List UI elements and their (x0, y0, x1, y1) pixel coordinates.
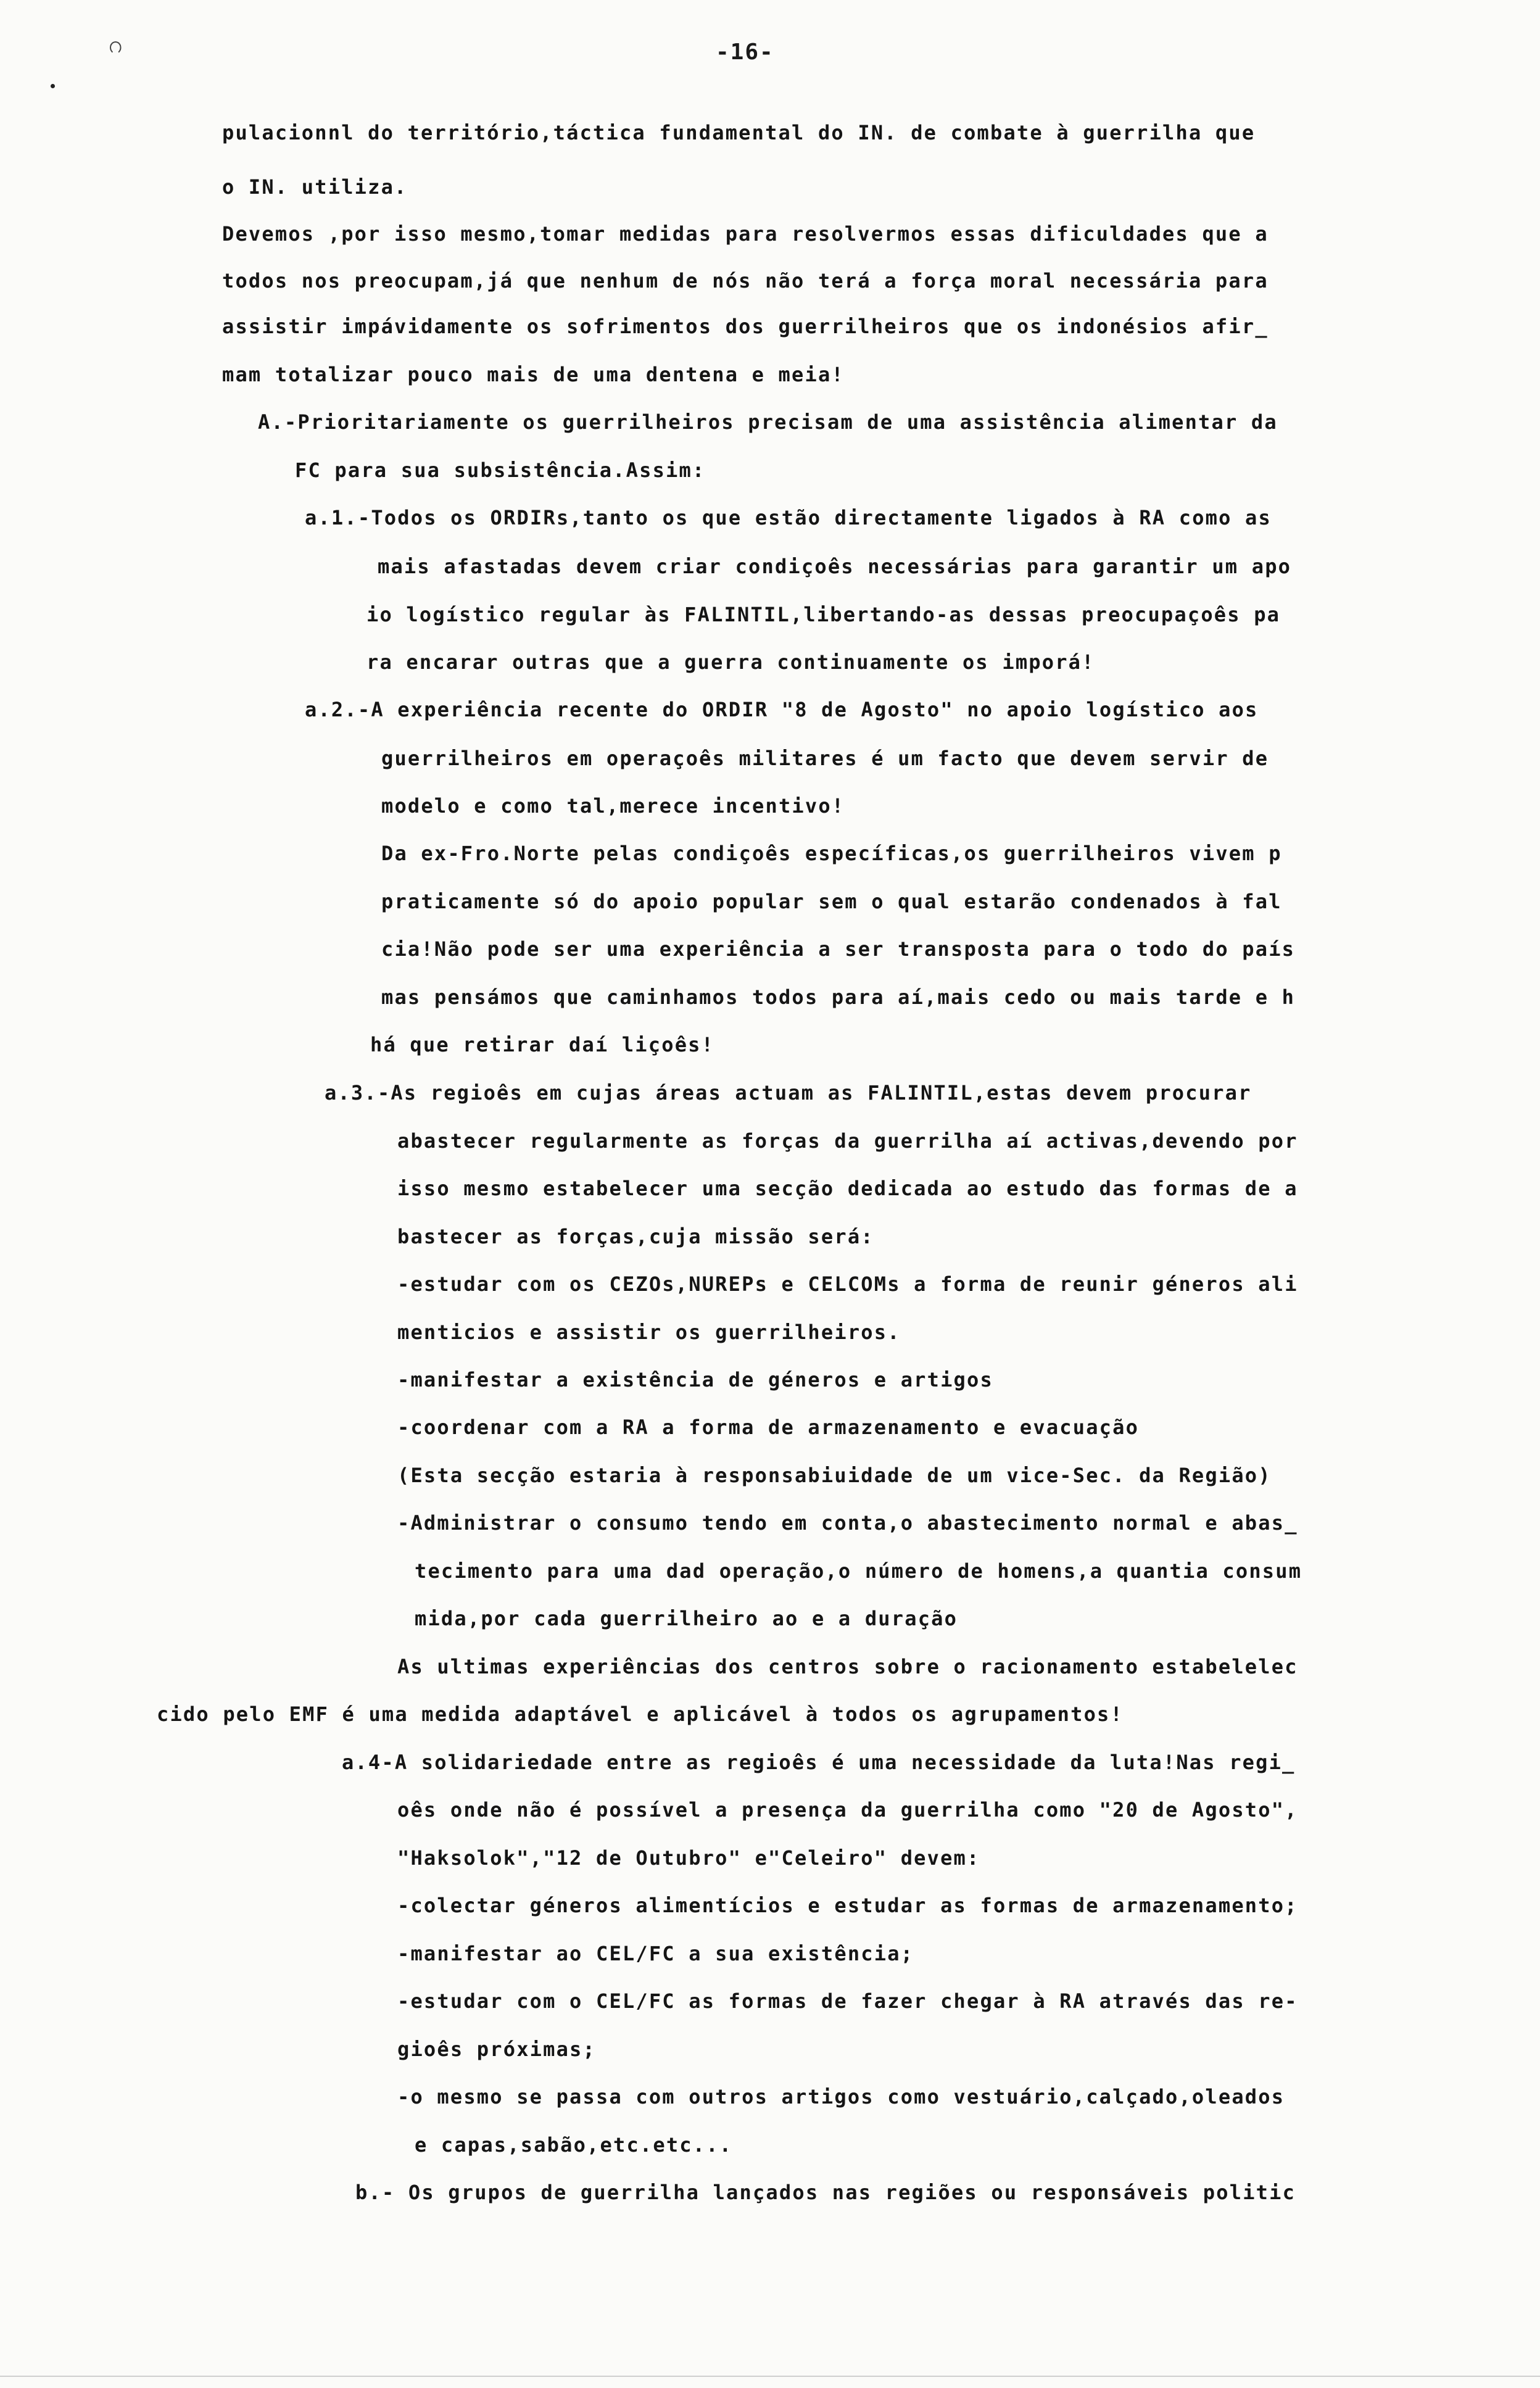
text-line: todos nos preocupam,já que nenhum de nós não terá a força moral necessária para (222, 269, 1269, 292)
text-line: (Esta secção estaria à responsabiuidade de um vice-Sec. da Região) (397, 1464, 1272, 1487)
text-line: abastecer regularmente as forças da guerrilha aí activas,devendo por (397, 1129, 1298, 1153)
text-line: mida,por cada guerrilheiro ao e a duração (415, 1607, 958, 1630)
text-line: -colectar géneros alimentícios e estudar as formas de armazenamento; (397, 1894, 1298, 1917)
text-line: mas pensámos que caminhamos todos para aí,mais cedo ou mais tarde e h (381, 985, 1296, 1009)
text-line: guerrilheiros em operaçoês militares é um facto que devem servir de (381, 747, 1269, 770)
text-line: io logístico regular às FALINTIL,libertando-as dessas preocupaçoês pa (366, 603, 1281, 626)
text-line: FC para sua subsistência.Assim: (295, 458, 706, 482)
text-line: -Administrar o consumo tendo em conta,o abastecimento normal e abas_ (397, 1511, 1298, 1535)
text-line: -estudar com o CEL/FC as formas de fazer chegar à RA através das re- (397, 1989, 1298, 2013)
text-line: ra encarar outras que a guerra continuamente os imporá! (366, 650, 1095, 674)
text-line: bastecer as forças,cuja missão será: (397, 1225, 874, 1248)
scan-bottom-edge (0, 2376, 1540, 2377)
text-line: gioês próximas; (397, 2038, 596, 2061)
text-line: cido pelo EMF é uma medida adaptável e aplicável à todos os agrupamentos! (157, 1702, 1124, 1726)
page-number: -16- (716, 39, 774, 65)
handwritten-mark: ဂ (109, 30, 123, 59)
text-line: a.4-A solidariedade entre as regioês é uma necessidade da luta!Nas regi_ (342, 1751, 1296, 1774)
text-line: oês onde não é possível a presença da guerrilha como "20 de Agosto", (397, 1798, 1298, 1822)
text-line: A.-Prioritariamente os guerrilheiros precisam de uma assistência alimentar da (258, 410, 1278, 434)
text-line: -o mesmo se passa com outros artigos como vestuário,calçado,oleados (397, 2085, 1285, 2108)
text-line: tecimento para uma dad operação,o número de homens,a quantia consum (415, 1559, 1302, 1583)
text-line: cia!Não pode ser uma experiência a ser transposta para o todo do país (381, 937, 1296, 961)
text-line: a.2.-A experiência recente do ORDIR "8 de Agosto" no apoio logístico aos (305, 698, 1259, 721)
text-line: Devemos ,por isso mesmo,tomar medidas para resolvermos essas dificuldades que a (222, 222, 1269, 246)
text-line: As ultimas experiências dos centros sobre o racionamento estabelelec (397, 1655, 1298, 1678)
text-line: a.1.-Todos os ORDIRs,tanto os que estão directamente ligados à RA como as (305, 506, 1272, 529)
text-line: pulacionnl do território,táctica fundamental do IN. de combate à guerrilha que (222, 121, 1256, 144)
text-line: e capas,sabão,etc.etc... (415, 2133, 733, 2157)
ink-speck (51, 84, 55, 88)
text-line: modelo e como tal,merece incentivo! (381, 794, 845, 818)
text-line: menticios e assistir os guerrilheiros. (397, 1320, 901, 1344)
text-line: b.- Os grupos de guerrilha lançados nas regiões ou responsáveis politic (355, 2181, 1296, 2204)
text-line: isso mesmo estabelecer uma secção dedicada ao estudo das formas de a (397, 1177, 1298, 1200)
text-line: -coordenar com a RA a forma de armazenamento e evacuação (397, 1416, 1140, 1439)
text-line: mam totalizar pouco mais de uma dentena e meia! (222, 363, 845, 386)
text-line: há que retirar daí liçoês! (370, 1033, 715, 1056)
text-line: a.3.-As regioês em cujas áreas actuam as FALINTIL,estas devem procurar (325, 1081, 1252, 1105)
text-line: assistir impávidamente os sofrimentos dos guerrilheiros que os indonésios afir_ (222, 315, 1269, 338)
text-line: -manifestar a existência de géneros e artigos (397, 1368, 993, 1391)
text-line: -manifestar ao CEL/FC a sua existência; (397, 1942, 914, 1965)
text-line: praticamente só do apoio popular sem o qual estarão condenados à fal (381, 890, 1282, 913)
text-line: mais afastadas devem criar condiçoês necessárias para garantir um apo (378, 555, 1292, 578)
text-line: "Haksolok","12 de Outubro" e"Celeiro" devem: (397, 1846, 980, 1870)
text-line: -estudar com os CEZOs,NUREPs e CELCOMs a forma de reunir géneros ali (397, 1272, 1298, 1296)
text-line: o IN. utiliza. (222, 175, 408, 199)
text-line: Da ex-Fro.Norte pelas condiçoês específicas,os guerrilheiros vivem p (381, 842, 1282, 865)
